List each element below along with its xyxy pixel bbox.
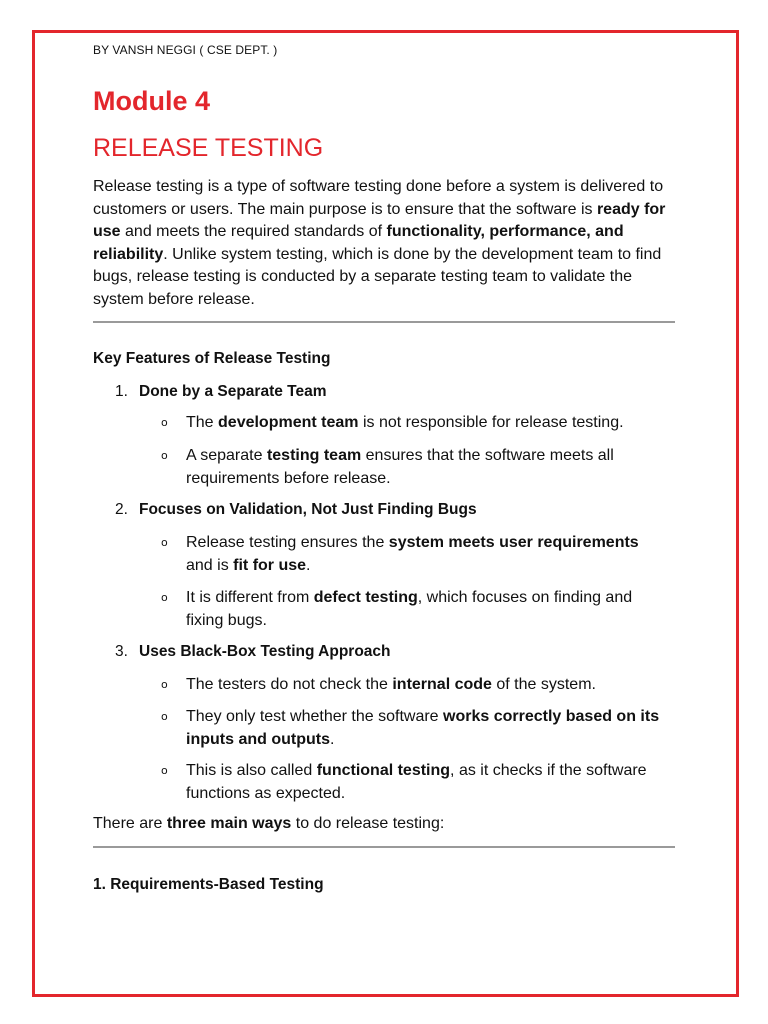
bullet-text-bold: system meets user requirements xyxy=(388,534,639,551)
bullet-marker-icon: o xyxy=(161,710,168,723)
bullet-text-bold: testing team xyxy=(266,447,362,464)
bullet-text xyxy=(186,706,661,751)
feature-1-bullet-2 xyxy=(161,445,661,490)
feature-item-3 xyxy=(115,643,391,661)
feature-number: 2. xyxy=(115,501,128,518)
bullet-text-bold: functional testing xyxy=(316,762,451,779)
bullet-text-bold: defect testing xyxy=(313,589,418,606)
bullet-text-pre: The testers do not check the xyxy=(186,676,393,693)
module-title: Module 4 xyxy=(93,86,211,116)
key-features-heading: Key Features of Release Testing xyxy=(93,350,331,367)
feature-2-bullet-1 xyxy=(161,532,661,577)
ways-text-pre: There are xyxy=(93,815,167,832)
bullet-text xyxy=(186,412,661,435)
bullet-text-pre: It is different from xyxy=(186,589,314,606)
bullet-text xyxy=(186,587,661,632)
bullet-text xyxy=(186,445,661,490)
intro-text-3: . Unlike system testing, which is done by the development team to find bugs, release testing is conducted by a separate testing team to validate the system before release. xyxy=(93,245,662,308)
bullet-text-post: . xyxy=(306,556,311,574)
ways-text-post: to do release testing: xyxy=(291,815,445,832)
bullet-marker-icon: o xyxy=(161,591,168,604)
bullet-marker-icon: o xyxy=(161,678,168,691)
bullet-text xyxy=(186,532,661,577)
intro-paragraph xyxy=(93,176,675,311)
bullet-text-post: , which focuses on finding and fixing bugs. xyxy=(186,589,633,629)
feature-title: Done by a Separate Team xyxy=(139,383,327,400)
bullet-text-post: ensures that the software meets all requirements before release. xyxy=(186,447,614,487)
feature-2-bullet-2 xyxy=(161,587,661,632)
bullet-marker-icon: o xyxy=(161,416,168,429)
feature-3-bullet-1 xyxy=(161,674,661,697)
bullet-text-post: is not responsible for release testing. xyxy=(358,414,624,431)
feature-number: 1. xyxy=(115,383,128,400)
bullet-text-bold: works correctly based on its inputs and outputs xyxy=(186,708,660,748)
bullet-text-pre: This is also called xyxy=(186,762,317,779)
feature-title: Focuses on Validation, Not Just Finding Bugs xyxy=(139,501,477,518)
section-title: RELEASE TESTING xyxy=(93,134,324,162)
bullet-text-bold-2: fit for use xyxy=(233,556,307,574)
bullet-marker-icon: o xyxy=(161,449,168,462)
requirements-heading: 1. Requirements-Based Testing xyxy=(93,876,324,893)
bullet-text-pre: They only test whether the software xyxy=(186,708,444,725)
bullet-text-pre: A separate xyxy=(186,447,267,464)
bullet-text-pre: The xyxy=(186,414,219,431)
feature-number: 3. xyxy=(115,643,128,660)
intro-text-1: Release testing is a type of software testing done before a system is delivered to customers or users. The main purpose is to ensure that the software is xyxy=(93,178,664,218)
feature-3-bullet-2 xyxy=(161,706,661,751)
bullet-text-post: of the system. xyxy=(491,676,596,693)
feature-3-bullet-3 xyxy=(161,760,661,805)
horizontal-rule xyxy=(93,321,675,323)
bullet-text-post: . xyxy=(329,730,335,748)
bullet-marker-icon: o xyxy=(161,764,168,777)
bullet-text-post: , as it checks if the software functions as expected. xyxy=(186,762,647,802)
bullet-text-mid: and is xyxy=(186,556,234,574)
feature-1-bullet-1 xyxy=(161,412,661,435)
feature-item-2 xyxy=(115,501,477,519)
bullet-text-bold: development team xyxy=(218,414,359,431)
intro-bold-1: ready for use xyxy=(93,200,666,240)
bullet-text xyxy=(186,674,661,697)
author-line: BY VANSH NEGGI ( CSE DEPT. ) xyxy=(93,43,278,57)
ways-sentence xyxy=(93,815,444,833)
bullet-text-bold: internal code xyxy=(392,676,492,693)
bullet-text xyxy=(186,760,661,805)
bullet-text-pre: Release testing ensures the xyxy=(186,534,389,551)
horizontal-rule xyxy=(93,846,675,848)
feature-title: Uses Black-Box Testing Approach xyxy=(139,643,391,660)
feature-item-1 xyxy=(115,383,327,401)
ways-text-bold: three main ways xyxy=(166,815,292,832)
intro-bold-2: functionality, performance, and reliability xyxy=(93,223,624,263)
intro-text-2: and meets the required standards of xyxy=(120,223,387,240)
bullet-marker-icon: o xyxy=(161,536,168,549)
